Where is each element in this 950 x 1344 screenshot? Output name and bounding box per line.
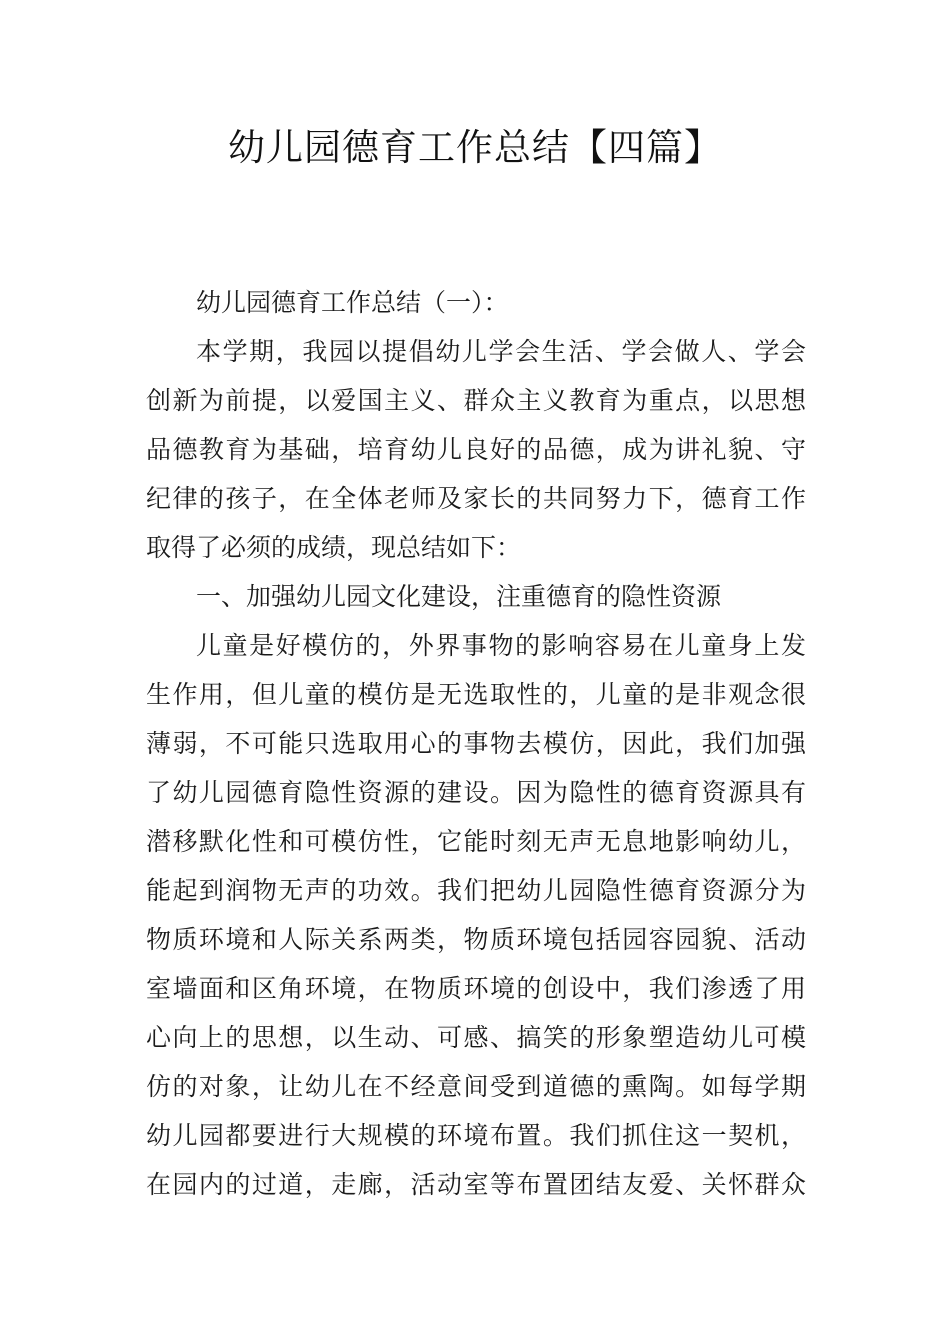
paragraph-line: 室墙面和区角环境，在物质环境的创设中，我们渗透了用	[146, 974, 806, 1003]
paragraph-line: 儿童是好模仿的，外界事物的影响容易在儿童身上发	[196, 631, 806, 660]
section-heading: 幼儿园德育工作总结（一）：	[196, 288, 509, 317]
paragraph-line: 取得了必须的成绩，现总结如下：	[146, 533, 522, 562]
paragraph-line: 幼儿园都要进行大规模的环境布置。我们抓住这一契机，	[146, 1121, 806, 1150]
paragraph-line: 生作用，但儿童的模仿是无选取性的，儿童的是非观念很	[146, 680, 806, 709]
paragraph-line: 纪律的孩子，在全体老师及家长的共同努力下，德育工作	[146, 484, 806, 513]
paragraph-line: 能起到润物无声的功效。我们把幼儿园隐性德育资源分为	[146, 876, 806, 905]
paragraph-line: 仿的对象，让幼儿在不经意间受到道德的熏陶。如每学期	[146, 1072, 806, 1101]
paragraph-line: 了幼儿园德育隐性资源的建设。因为隐性的德育资源具有	[146, 778, 806, 807]
document-body	[146, 278, 806, 1209]
paragraph-line: 品德教育为基础，培育幼儿良好的品德，成为讲礼貌、守	[146, 435, 806, 464]
paragraph-line: 创新为前提，以爱国主义、群众主义教育为重点，以思想	[146, 386, 806, 415]
paragraph-line: 物质环境和人际关系两类，物质环境包括园容园貌、活动	[146, 925, 806, 954]
paragraph-line: 潜移默化性和可模仿性，它能时刻无声无息地影响幼儿，	[146, 827, 806, 856]
subsection-heading: 一、加强幼儿园文化建设，注重德育的隐性资源	[196, 582, 722, 611]
paragraph-line: 心向上的思想，以生动、可感、搞笑的形象塑造幼儿可模	[146, 1023, 806, 1052]
document-title: 幼儿园德育工作总结【四篇】	[228, 126, 722, 169]
paragraph-line: 在园内的过道，走廊，活动室等布置团结友爱、关怀群众	[146, 1170, 806, 1199]
paragraph-line: 本学期，我园以提倡幼儿学会生活、学会做人、学会	[196, 337, 806, 366]
paragraph-line: 薄弱，不可能只选取用心的事物去模仿，因此，我们加强	[146, 729, 806, 758]
